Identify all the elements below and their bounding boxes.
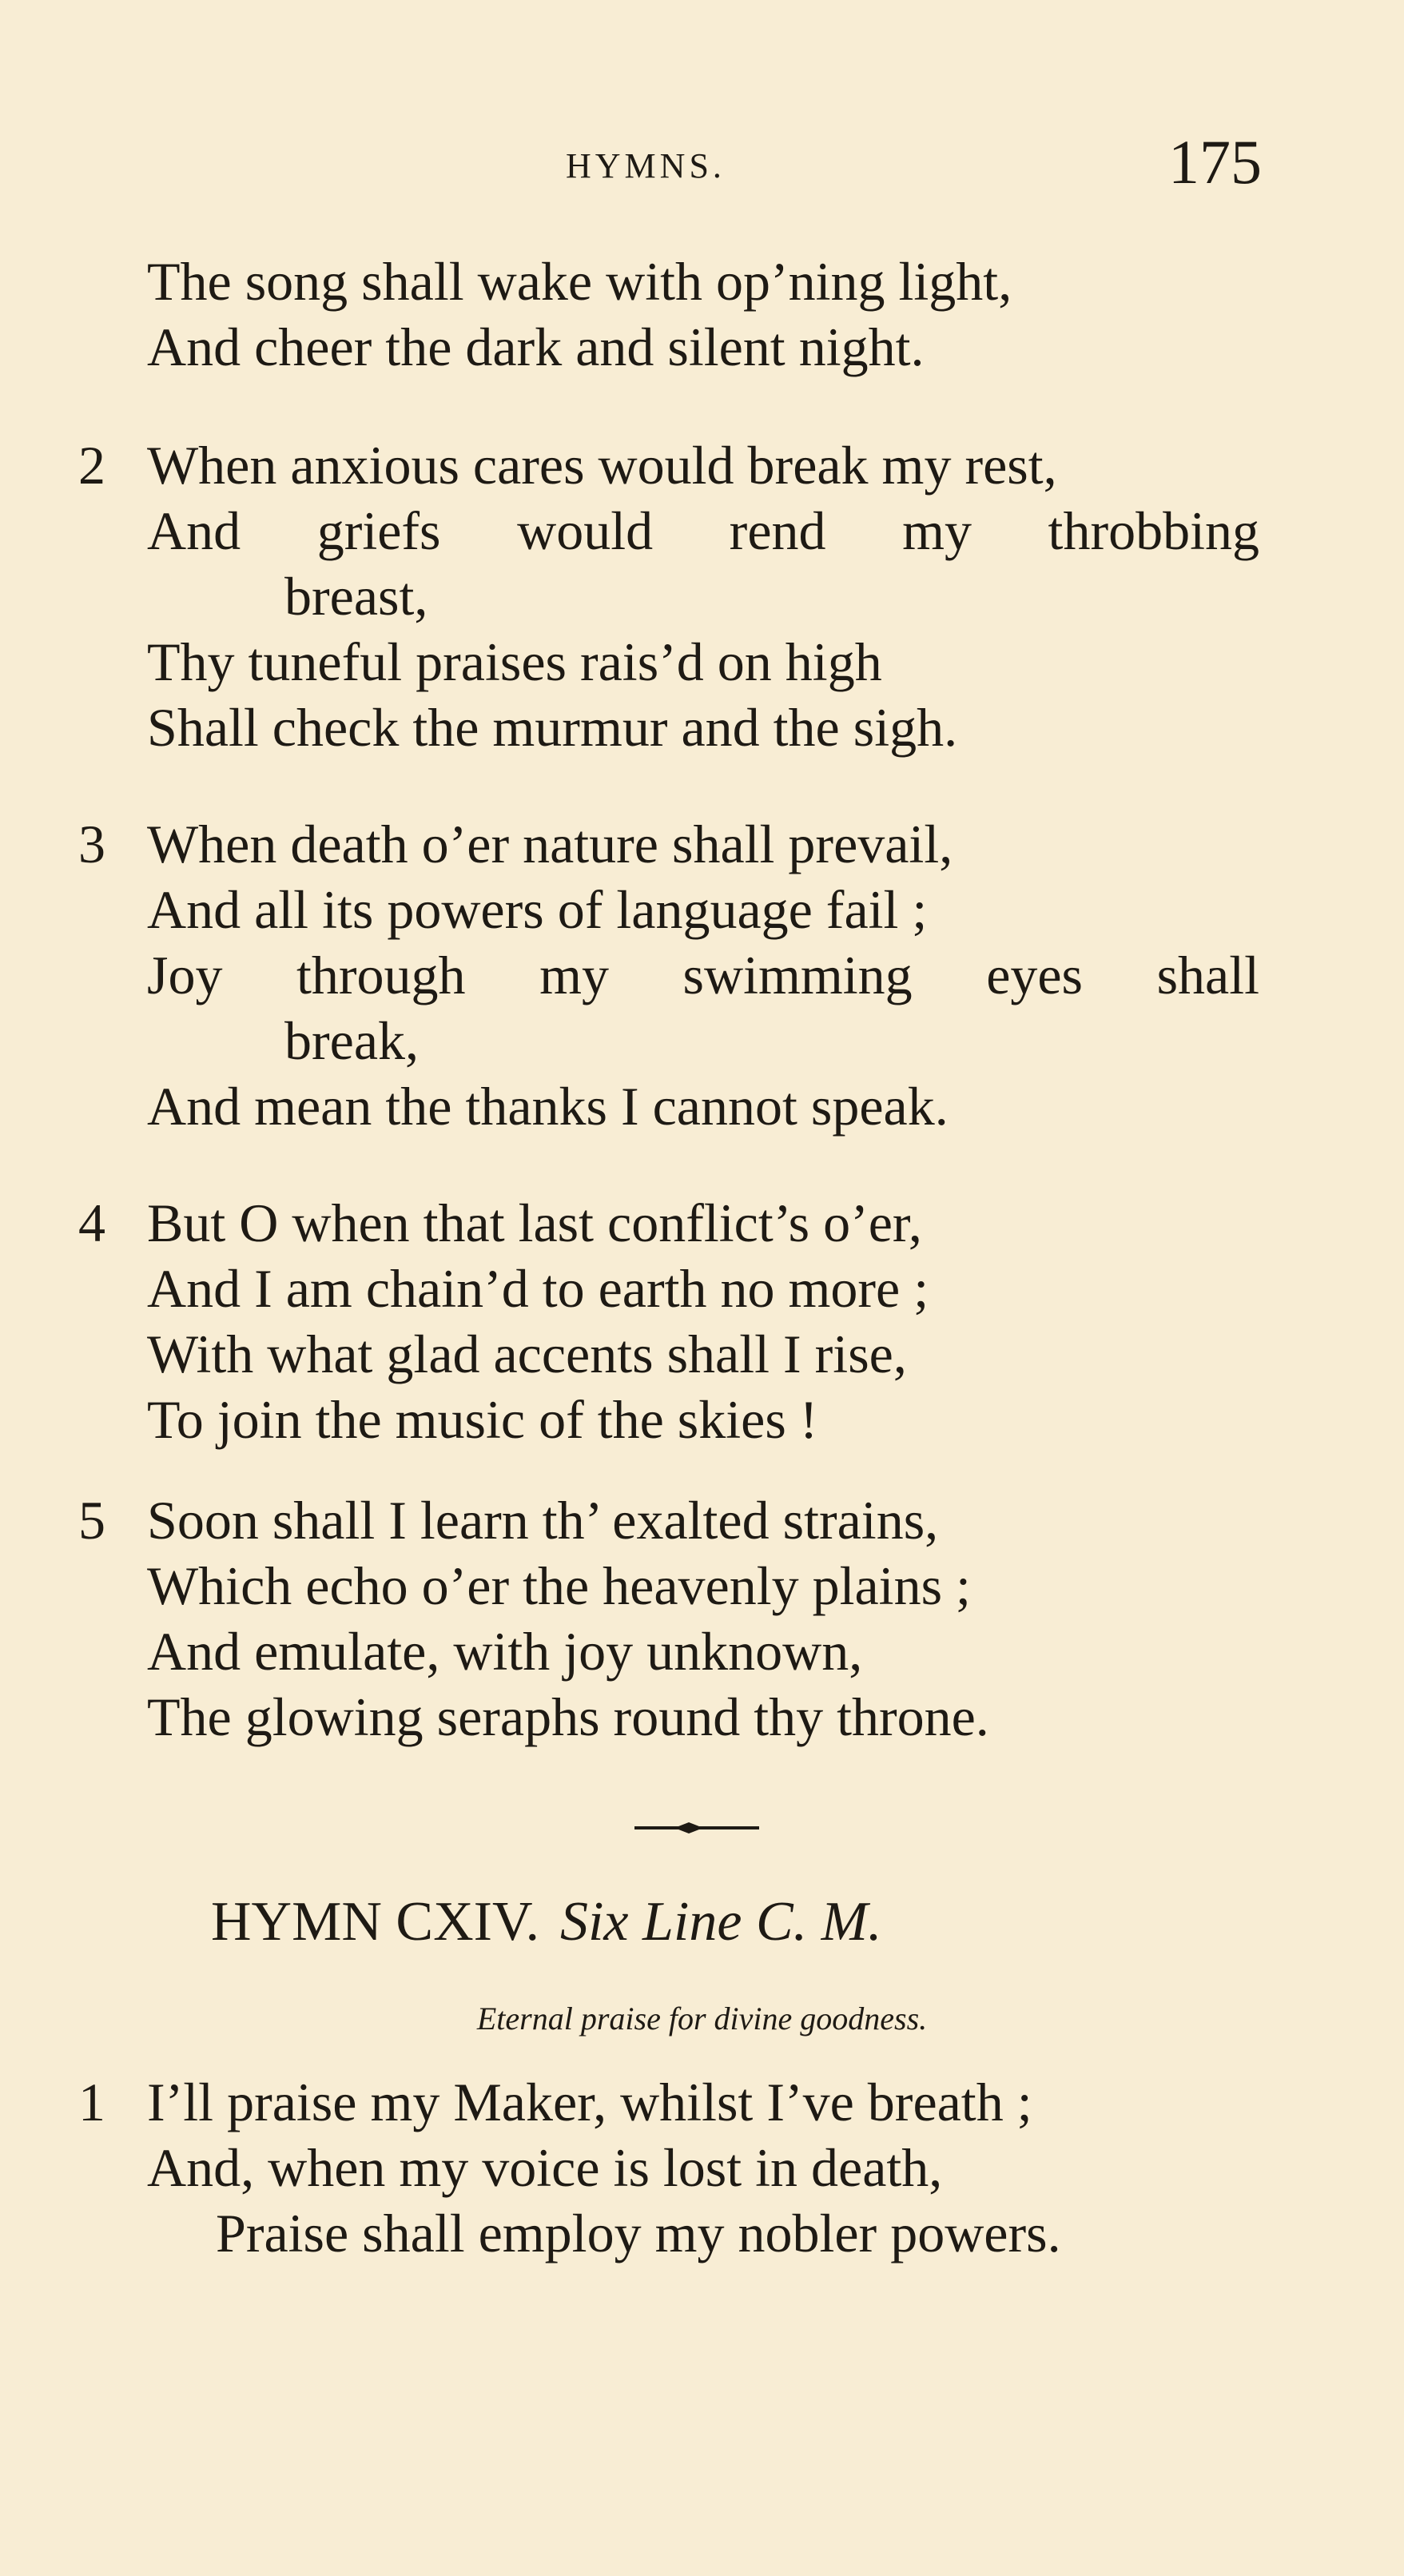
- verse-line-runover: break,: [284, 1010, 420, 1071]
- verse-line: The glowing seraphs round thy throne.: [147, 1686, 989, 1747]
- stanza-number: 5: [78, 1490, 105, 1551]
- hymn-subtitle: Eternal praise for divine goodness.: [476, 2001, 928, 2037]
- hymn-meter: Six Line C. M.: [559, 1891, 882, 1953]
- verse-line: I’ll praise my Maker, whilst I’ve breath ;: [147, 2072, 1032, 2132]
- verse-line: And all its powers of language fail ;: [147, 879, 928, 940]
- stanza-number: 4: [78, 1192, 105, 1253]
- verse-line: To join the music of the skies !: [147, 1389, 818, 1450]
- verse-line: And I am chain’d to earth no more ;: [147, 1258, 929, 1319]
- hymn-number-title: HYMN CXIV.: [211, 1891, 539, 1953]
- ornamental-divider: [634, 1821, 759, 1835]
- page-number: 175: [1168, 127, 1262, 197]
- verse-line: When anxious cares would break my rest,: [147, 435, 1057, 496]
- verse-line: And, when my voice is lost in death,: [147, 2137, 943, 2198]
- verse-line: The song shall wake with op’ning light,: [147, 251, 1012, 312]
- verse-line: With what glad accents shall I rise,: [147, 1324, 907, 1384]
- verse-line: And griefs would rend my throbbing: [147, 500, 1259, 561]
- verse-line-runover: breast,: [284, 566, 428, 627]
- verse-line: Shall check the murmur and the sigh.: [147, 697, 958, 758]
- stanza-number: 1: [78, 2072, 105, 2132]
- verse-line: Praise shall employ my nobler powers.: [216, 2203, 1061, 2263]
- verse-line: And emulate, with joy unknown,: [147, 1621, 863, 1682]
- verse-line: When death o’er nature shall prevail,: [147, 814, 953, 874]
- verse-line: Which echo o’er the heavenly plains ;: [147, 1555, 971, 1616]
- verse-line: But O when that last conflict’s o’er,: [147, 1192, 922, 1253]
- verse-line: Joy through my swimming eyes shall: [147, 945, 1259, 1005]
- verse-line: Thy tuneful praises rais’d on high: [147, 631, 882, 692]
- hymn-title: [211, 1891, 882, 1953]
- verse-line: And mean the thanks I cannot speak.: [147, 1076, 949, 1137]
- stanza-number: 3: [78, 814, 105, 874]
- running-head: HYMNS.: [566, 146, 726, 185]
- verse-line: Soon shall I learn th’ exalted strains,: [147, 1490, 939, 1551]
- verse-line: And cheer the dark and silent night.: [147, 317, 925, 377]
- stanza-number: 2: [78, 435, 105, 496]
